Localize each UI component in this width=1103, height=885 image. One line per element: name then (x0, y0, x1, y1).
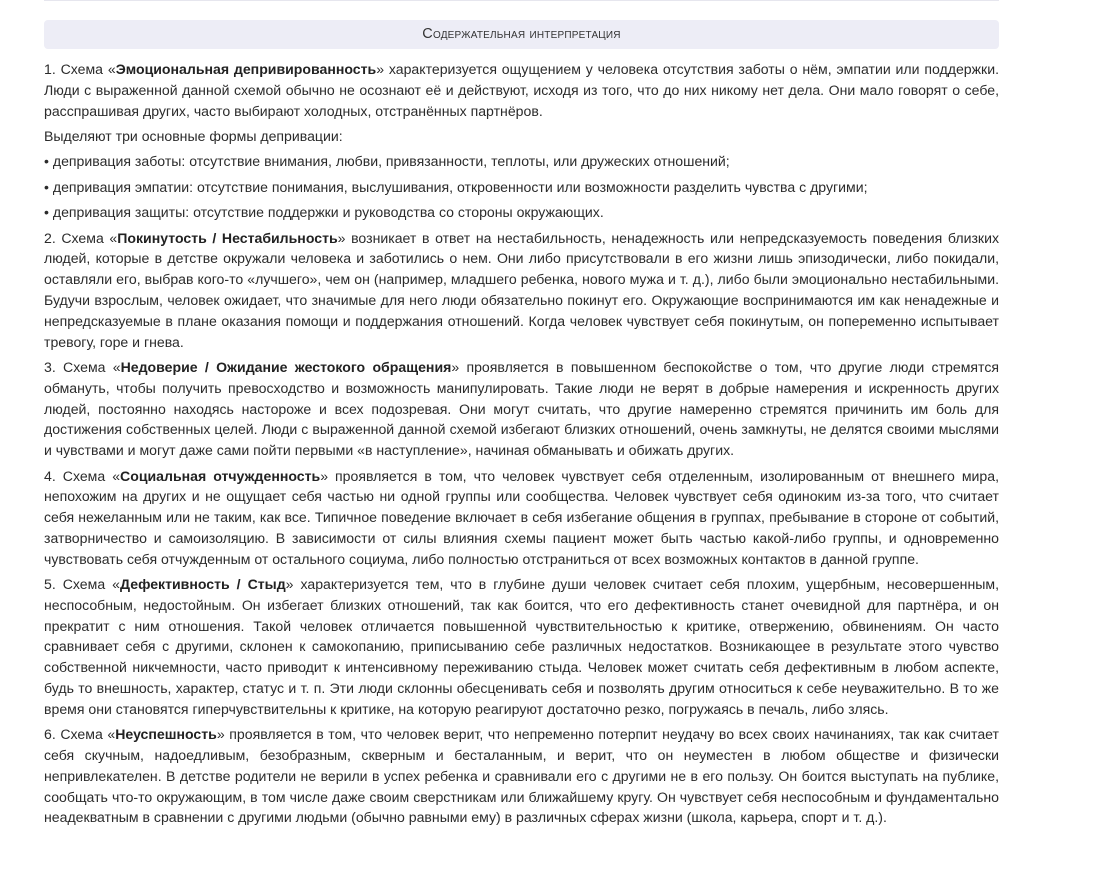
scheme-number: 6. Схема « (44, 726, 116, 743)
scheme-description: » проявляется в том, что человек чувствует себя отделенным, изолированным от внешнего мира, непохожим на других и не ощущает себя частью ни одной группы или сообщества. Человек чувствует себя одиноким из-за того, что считает себя нежеланным или не таким, как все. Типичное поведение включает в себя избегание общения в группах, пребывание в стороне от событий, затворничество и самоизоляцию. В зависимости от силы влияния схемы пациент может быть частью какой-либо группы, и одновременно чувствовать себя отчужденным от остального социума, либо полностью отстраниться от всех возможных контактов в данной группе. (44, 467, 999, 567)
scheme-number: 3. Схема « (44, 358, 121, 375)
scheme-description: » характеризуется тем, что в глубине души человек считает себя плохим, ущербным, несовершенным, неспособным, недостойным. Он избегает близких отношений, так как боится, что его дефективность станет очевидной для партнёра, и он прекратит с ним отношения. Такой человек отличается повышенной чувствительностью к критике, отвержению, обвинениям. Он часто сравнивает себя с другими, склонен к самокопанию, приписыванию себе различных недостатков. Возникающее в результате этого чувство собственной никчемности, часто приводит к интенсивному переживанию стыда. Человек может считать себя дефективным в любом аспекте, будь то внешность, характер, статус и т. п. Эти люди склонны обесценивать себя и позволять другим относиться к себе неуважительно. В то же время они становятся гиперчувствительны к критике, на которую реагируют достаточно резко, погружаясь в печаль, либо злясь. (44, 576, 999, 717)
scheme-paragraph-2 (44, 228, 999, 353)
scheme-number: 1. Схема « (44, 61, 116, 77)
scheme-description: » проявляется в том, что человек верит, что непременно потерпит неудачу во всех своих начинаниях, так как считает себя скучным, надоедливым, безобразным, скверным и бесталанным, и верит, что он неуместен в любом обществе и физически непривлекателен. В детстве родители не верили в успех ребенка и сравнивали его с другими не в его пользу. Он боится выступать на публике, сообщать что-то окружающим, в том числе даже своим сверстникам или ближайшему кругу. Он чувствует себя неспособным и фундаментально неадекватным в сравнении с другими людьми (обычно равными ему) в различных сферах жизни (школа, карьера, спорт и т. д.). (44, 726, 999, 826)
scheme-description: » проявляется в повышенном беспокойстве о том, что другие люди стремятся обмануть, чтобы получить превосходство и возможность манипулировать. Такие люди не верят в добрые намерения и искренность других людей, постоянно находясь настороже и всех подозревая. Они могут считать, что другие намеренно стремятся причинить им боль для достижения собственных целей. Люди с выраженной данной схемой избегают близких отношений, очень замкнуты, не делятся своими мыслями и чувствами и могут даже сами пойти первыми «в наступление», начиная обманывать и обижать других. (44, 358, 999, 459)
scheme-name: Недоверие / Ожидание жестокого обращения (120, 358, 452, 375)
section-header (44, 20, 999, 49)
scheme-description: » характеризуется ощущением у человека отсутствия заботы о нём, эмпатии или поддержки. Люди с выраженной данной схемой обычно не осознают её и действуют, исходя из того, что до них никому нет дела. Они мало говорят о себе, расспрашивая других, часто выбирают холодных, отстранённых партнёров. (44, 61, 999, 119)
scheme-name: Покинутость / Нестабильность (117, 229, 338, 246)
scheme-paragraph-5 (44, 574, 999, 720)
section-title: Содержательная интерпретация (422, 26, 621, 42)
deprivation-form-item: • депривация эмпатии: отсутствие понимания, выслушивания, откровенности или возможности разделить чувства с другими; (44, 178, 868, 195)
scheme-number: 4. Схема « (44, 467, 121, 484)
scheme-name: Дефективность / Стыд (120, 576, 286, 593)
scheme-name: Социальная отчужденность (120, 467, 321, 484)
scheme-number: 5. Схема « (44, 576, 121, 593)
scheme-paragraph-4 (44, 466, 999, 570)
scheme-description: » возникает в ответ на нестабильность, ненадежность или непредсказуемость поведения близких людей, которые в детстве окружали человека и заботились о нем. Они либо присутствовали в его жизни лишь эпизодически, либо покидали, оставляли его, выбрав кого-то «лучшего», чем он (например, младшего ребенка, нового мужа и т. д.), либо были эмоционально нестабильными. Будучи взрослым, человек ожидает, что значимые для него люди обязательно покинут его. Окружающие воспринимаются им как ненадежные и непредсказуемые в плане оказания помощи и поддержания отношений. Когда человек чувствует себя покинутым, он попеременно испытывает тревогу, горе и гнева. (44, 229, 999, 350)
scheme-paragraph-3 (44, 357, 999, 461)
top-divider (44, 0, 999, 1)
scheme-number: 2. Схема « (44, 229, 118, 246)
interpretation-content (44, 59, 999, 833)
scheme-paragraph-6 (44, 724, 999, 828)
deprivation-form-item: • депривация защиты: отсутствие поддержки и руководства со стороны окружающих. (44, 204, 604, 221)
scheme-name: Неуспешность (115, 726, 217, 743)
scheme-paragraph-1 (44, 59, 999, 121)
deprivation-form-item: • депривация заботы: отсутствие внимания, любви, привязанности, теплоты, или дружеских отношений; (44, 153, 730, 170)
deprivation-intro: Выделяют три основные формы депривации: (44, 127, 343, 144)
scheme-name: Эмоциональная депривированность (115, 61, 377, 77)
